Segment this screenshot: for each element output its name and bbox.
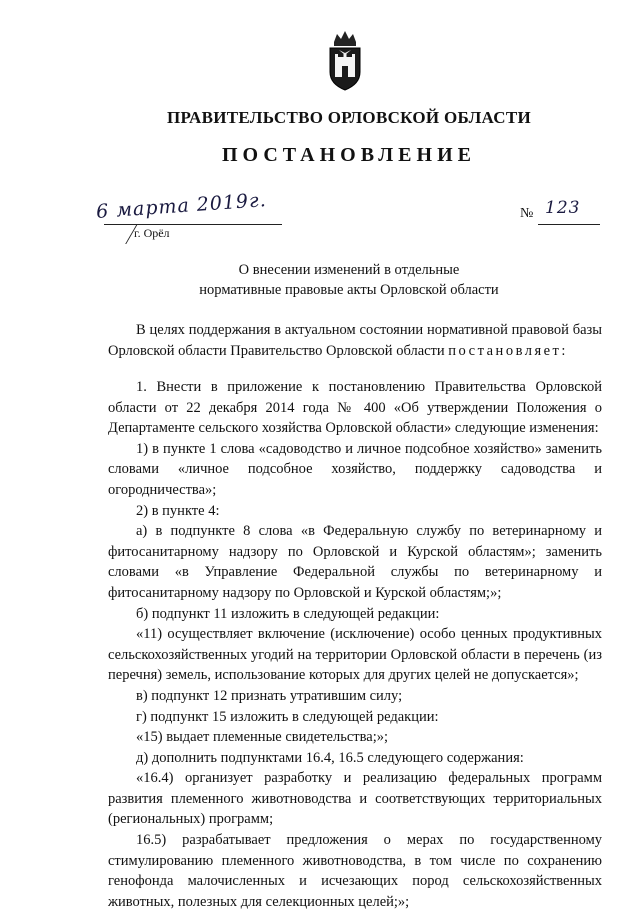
list-item: «15) выдает племенные свидетельства;»; bbox=[136, 729, 389, 746]
list-item: 1. Внести в приложение к постановлению Правительства Орловской области от 22 декабря 2014 года № 400 «Об утверждении Положения о Департаменте сельского хозяйства Орловской области» следующие изменения: bbox=[108, 379, 602, 437]
preamble-paragraph bbox=[108, 320, 602, 361]
government-title: ПРАВИТЕЛЬСТВО ОРЛОВСКОЙ ОБЛАСТИ bbox=[166, 108, 532, 127]
list-item: 1) в пункте 1 слова «садоводство и личное подсобное хозяйство» заменить словами «личное подсобное хозяйство, поддержку садоводства и огородничества»; bbox=[108, 440, 602, 498]
list-item: г) подпункт 15 изложить в следующей редакции: bbox=[136, 708, 439, 725]
list-item: б) подпункт 11 изложить в следующей редакции: bbox=[136, 605, 440, 622]
list-item: «11) осуществляет включение (исключение) особо ценных продуктивных сельскохозяйственных угодий на территории Орловской области в перечень (из перечня) земель, использование которых для других целей не допускается»; bbox=[108, 626, 602, 684]
city-label: г. Орёл bbox=[134, 226, 170, 240]
handwritten-number: 123 bbox=[545, 198, 581, 218]
amendments-list bbox=[108, 377, 602, 912]
preamble-text: В целях поддержания в актуальном состоянии нормативной правовой базы Орловской области Правительство Орловской области bbox=[108, 322, 602, 359]
subject-line-2: нормативные правовые акты Орловской области bbox=[199, 282, 499, 298]
list-item: 16.5) разрабатывает предложения о мерах по государственному стимулированию племенного животноводства, в том числе по сохранению генофонда малочисленных и исчезающих пород сельскохозяйственных животных, полезных для селекционных целей;»; bbox=[108, 832, 602, 910]
date-underline bbox=[104, 224, 282, 225]
list-item: 2) в пункте 4: bbox=[136, 502, 220, 519]
document-subject bbox=[0, 260, 640, 300]
list-item: а) в подпункте 8 слова «в Федеральную службу по ветеринарному и фитосанитарному надзору по Орловской и Курской областям»; заменить словами «в Управление Федеральной службы по ветеринарному и фитосанитарному надзору по Орловской и Курской областям;»; bbox=[108, 523, 602, 601]
number-prefix: № bbox=[520, 206, 534, 221]
preamble-verb: постановляет: bbox=[448, 342, 568, 359]
list-item: «16.4) организует разработку и реализацию федеральных программ развития племенного животноводства и соответствующих территориальных (региональных) программ; bbox=[108, 770, 602, 828]
document-type-title: ПОСТАНОВЛЕНИЕ bbox=[222, 144, 476, 166]
preamble bbox=[108, 320, 602, 361]
coat-of-arms-emblem bbox=[324, 28, 366, 92]
list-item: в) подпункт 12 признать утратившим силу; bbox=[136, 687, 403, 704]
list-item: д) дополнить подпунктами 16.4, 16.5 следующего содержания: bbox=[136, 749, 524, 766]
handwritten-date: 6 марта 2019г. bbox=[95, 189, 268, 223]
subject-line-1: О внесении изменений в отдельные bbox=[238, 262, 460, 278]
number-underline bbox=[538, 224, 600, 225]
